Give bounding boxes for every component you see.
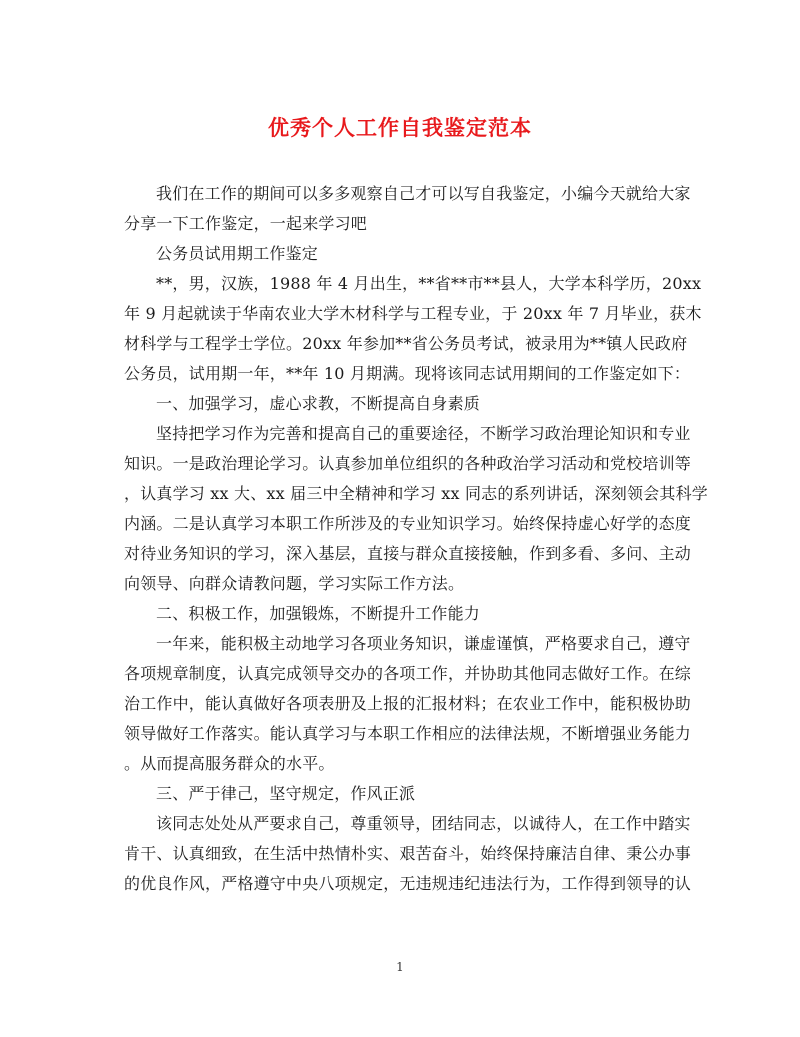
section-heading: 一、加强学习，虚心求教，不断提高自身素质 — [156, 394, 481, 413]
paragraph-line: 坚持把学习作为完善和提高自己的重要途径，不断学习政治理论知识和专业 — [156, 424, 691, 443]
paragraph-line: 公务员，试用期一年，**年 10 月期满。现将该同志试用期间的工作鉴定如下： — [124, 364, 691, 383]
paragraph-line: 一年来，能积极主动地学习各项业务知识，谦虚谨慎，严格要求自己，遵守 — [156, 634, 691, 653]
paragraph-line: 知识。一是政治理论学习。认真参加单位组织的各种政治学习活动和党校培训等 — [124, 454, 692, 473]
paragraph-line: 对待业务知识的学习，深入基层，直接与群众直接接触，作到多看、多问、主动 — [124, 544, 692, 563]
paragraph-line: 年 9 月起就读于华南农业大学木材科学与工程专业，于 20xx 年 7 月毕业，获木 — [124, 304, 702, 323]
paragraph-line: 的优良作风，严格遵守中央八项规定，无违规违纪违法行为，工作得到领导的认 — [124, 874, 692, 893]
paragraph-line: 内涵。二是认真学习本职工作所涉及的专业知识学习。始终保持虚心好学的态度 — [124, 514, 692, 533]
document-title: 优秀个人工作自我鉴定范本 — [268, 115, 532, 140]
paragraph-line: 分享一下工作鉴定，一起来学习吧 — [124, 214, 368, 233]
paragraph-line: 向领导、向群众请教问题，学习实际工作方法。 — [124, 574, 465, 593]
page-number: 1 — [396, 960, 404, 974]
paragraph-line: 治工作中，能认真做好各项表册及上报的汇报材料；在农业工作中，能积极协助 — [124, 694, 692, 713]
paragraph-line: 领导做好工作落实。能认真学习与本职工作相应的法律法规，不断增强业务能力 — [124, 724, 692, 743]
paragraph-line: 材科学与工程学士学位。20xx 年参加**省公务员考试，被录用为**镇人民政府 — [124, 334, 688, 353]
paragraph-line: 我们在工作的期间可以多多观察自己才可以写自我鉴定，小编今天就给大家 — [156, 184, 691, 203]
paragraph-line: 该同志处处从严要求自己，尊重领导，团结同志，以诚待人，在工作中踏实 — [156, 814, 691, 833]
paragraph-line: ，认真学习 xx 大、xx 届三中全精神和学习 xx 同志的系列讲话，深刻领会其科学 — [124, 484, 708, 503]
section-heading: 三、严于律己，坚守规定，作风正派 — [156, 784, 416, 803]
paragraph-line: **，男，汉族，1988 年 4 月出生，**省**市**县人，大学本科学历，20xx — [156, 274, 702, 293]
paragraph-line: 肯干、认真细致，在生活中热情朴实、艰苦奋斗，始终保持廉洁自律、秉公办事 — [124, 844, 692, 863]
section-heading: 二、积极工作，加强锻炼，不断提升工作能力 — [156, 604, 481, 623]
paragraph-line: 。从而提高服务群众的水平。 — [124, 754, 335, 773]
paragraph-line: 各项规章制度，认真完成领导交办的各项工作，并协助其他同志做好工作。在综 — [124, 664, 692, 683]
section-heading: 公务员试用期工作鉴定 — [156, 244, 319, 263]
